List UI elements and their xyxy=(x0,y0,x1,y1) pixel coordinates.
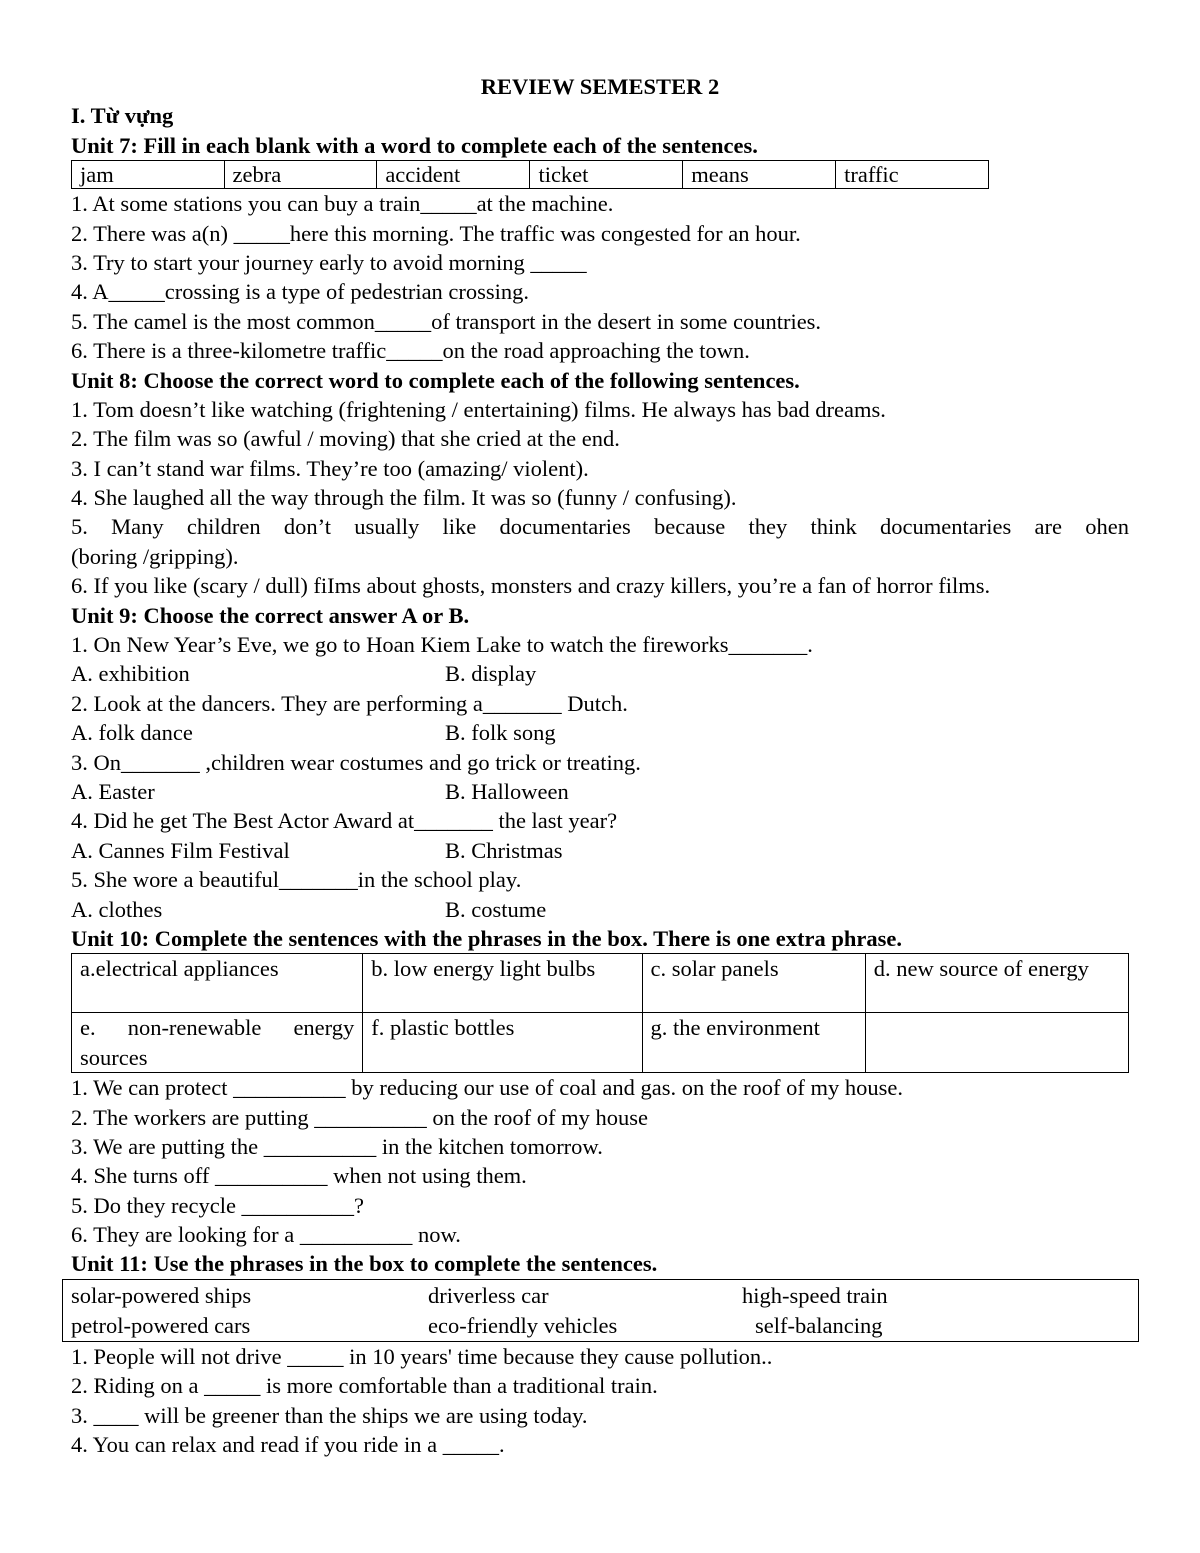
unit9-options xyxy=(71,659,1129,688)
option-a: A. Easter xyxy=(71,778,155,804)
unit9-options xyxy=(71,777,1129,806)
unit8-sentence: 4. She laughed all the way through the film. It was so (funny / confusing). xyxy=(71,485,737,511)
phrase-cell: d. new source of energy xyxy=(865,954,1128,1013)
unit9-options xyxy=(71,895,1129,924)
empty-cell xyxy=(865,1013,1128,1073)
unit9-question: 5. She wore a beautiful_______in the school play. xyxy=(71,867,522,893)
option-b: B. costume xyxy=(445,896,547,922)
phrase: driverless car xyxy=(428,1282,549,1308)
section-heading: I. Từ vựng xyxy=(71,103,174,129)
unit7-sentence: 5. The camel is the most common_____of transport in the desert in some countries. xyxy=(71,308,822,334)
unit11-sentence: 1. People will not drive _____ in 10 years' time because they cause pollution.. xyxy=(71,1343,773,1369)
unit9-question: 3. On_______ ,children wear costumes and go trick or treating. xyxy=(71,749,641,775)
word-cell: traffic xyxy=(836,161,989,189)
unit10-sentence: 1. We can protect __________ by reducing our use of coal and gas. on the roof of my house. xyxy=(71,1075,903,1101)
phrase: self-balancing xyxy=(755,1312,883,1338)
phrase: eco-friendly vehicles xyxy=(428,1312,618,1338)
word-cell: accident xyxy=(377,161,530,189)
unit7-word-box xyxy=(71,160,989,189)
worksheet xyxy=(71,72,1129,1459)
phrase: petrol-powered cars xyxy=(71,1312,251,1338)
unit7-instruction: Unit 7: Fill in each blank with a word to complete each of the sentences. xyxy=(71,132,758,158)
unit10-instruction: Unit 10: Complete the sentences with the phrases in the box. There is one extra phrase. xyxy=(71,925,902,951)
unit9-options xyxy=(71,836,1129,865)
unit11-instruction: Unit 11: Use the phrases in the box to complete the sentences. xyxy=(71,1251,658,1277)
word-cell: zebra xyxy=(224,161,377,189)
phrase: high-speed train xyxy=(742,1282,888,1308)
unit8-sentence: 1. Tom doesn’t like watching (frightening / entertaining) films. He always has bad dreams. xyxy=(71,396,886,422)
unit10-sentence: 2. The workers are putting __________ on the roof of my house xyxy=(71,1104,648,1130)
unit7-sentence: 6. There is a three-kilometre traffic_____on the road approaching the town. xyxy=(71,338,750,364)
word-cell: ticket xyxy=(530,161,683,189)
unit10-sentence: 5. Do they recycle __________? xyxy=(71,1192,365,1218)
unit11-sentence: 2. Riding on a _____ is more comfortable than a traditional train. xyxy=(71,1373,658,1399)
phrase-cell: g. the environment xyxy=(642,1013,865,1073)
unit10-sentence: 6. They are looking for a __________ now. xyxy=(71,1222,461,1248)
unit7-sentence: 2. There was a(n) _____here this morning. The traffic was congested for an hour. xyxy=(71,220,801,246)
unit11-phrase-box xyxy=(62,1279,1139,1342)
unit10-sentence: 3. We are putting the __________ in the kitchen tomorrow. xyxy=(71,1133,603,1159)
option-a: A. Cannes Film Festival xyxy=(71,837,290,863)
page-title: REVIEW SEMESTER 2 xyxy=(480,74,720,99)
option-a: A. clothes xyxy=(71,896,163,922)
unit9-question: 2. Look at the dancers. They are performing a_______ Dutch. xyxy=(71,690,628,716)
unit7-sentence: 1. At some stations you can buy a train_____at the machine. xyxy=(71,191,614,217)
option-b: B. Halloween xyxy=(445,778,569,804)
word-cell: jam xyxy=(72,161,225,189)
option-b: B. Christmas xyxy=(445,837,563,863)
option-b: B. display xyxy=(445,661,537,687)
unit9-options xyxy=(71,718,1129,747)
unit9-instruction: Unit 9: Choose the correct answer A or B. xyxy=(71,602,470,628)
phrase-cell: e. non-renewable energy sources xyxy=(72,1013,363,1073)
unit8-sentence: 3. I can’t stand war films. They’re too (amazing/ violent). xyxy=(71,455,589,481)
phrase-cell: f. plastic bottles xyxy=(363,1013,642,1073)
option-b: B. folk song xyxy=(445,720,556,746)
unit8-sentence: 5. Many children don’t usually like documentaries because they think documentaries are ohen xyxy=(71,514,1129,540)
phrase-cell: a.electrical appliances xyxy=(72,954,363,1013)
phrase-cell: c. solar panels xyxy=(642,954,865,1013)
unit10-sentence: 4. She turns off __________ when not using them. xyxy=(71,1163,527,1189)
unit8-sentence: 2. The film was so (awful / moving) that she cried at the end. xyxy=(71,426,620,452)
unit9-question: 4. Did he get The Best Actor Award at_______ the last year? xyxy=(71,808,618,834)
option-a: A. exhibition xyxy=(71,661,190,687)
unit8-instruction: Unit 8: Choose the correct word to complete each of the following sentences. xyxy=(71,367,800,393)
unit8-sentence-continued: (boring /gripping). xyxy=(71,543,239,569)
unit11-sentence: 4. You can relax and read if you ride in a _____. xyxy=(71,1432,505,1458)
option-a: A. folk dance xyxy=(71,720,193,746)
phrase: solar-powered ships xyxy=(71,1282,252,1308)
unit11-sentence: 3. ____ will be greener than the ships we are using today. xyxy=(71,1402,588,1428)
unit7-sentence: 3. Try to start your journey early to avoid morning _____ xyxy=(71,249,587,275)
unit10-phrase-box xyxy=(71,953,1129,1073)
unit9-question: 1. On New Year’s Eve, we go to Hoan Kiem Lake to watch the fireworks_______. xyxy=(71,632,813,658)
unit8-sentence: 6. If you like (scary / dull) fiIms about ghosts, monsters and crazy killers, you’re a fan of horror films. xyxy=(71,573,991,599)
word-cell: means xyxy=(683,161,836,189)
phrase-cell: b. low energy light bulbs xyxy=(363,954,642,1013)
unit7-sentence: 4. A_____crossing is a type of pedestrian crossing. xyxy=(71,279,530,305)
